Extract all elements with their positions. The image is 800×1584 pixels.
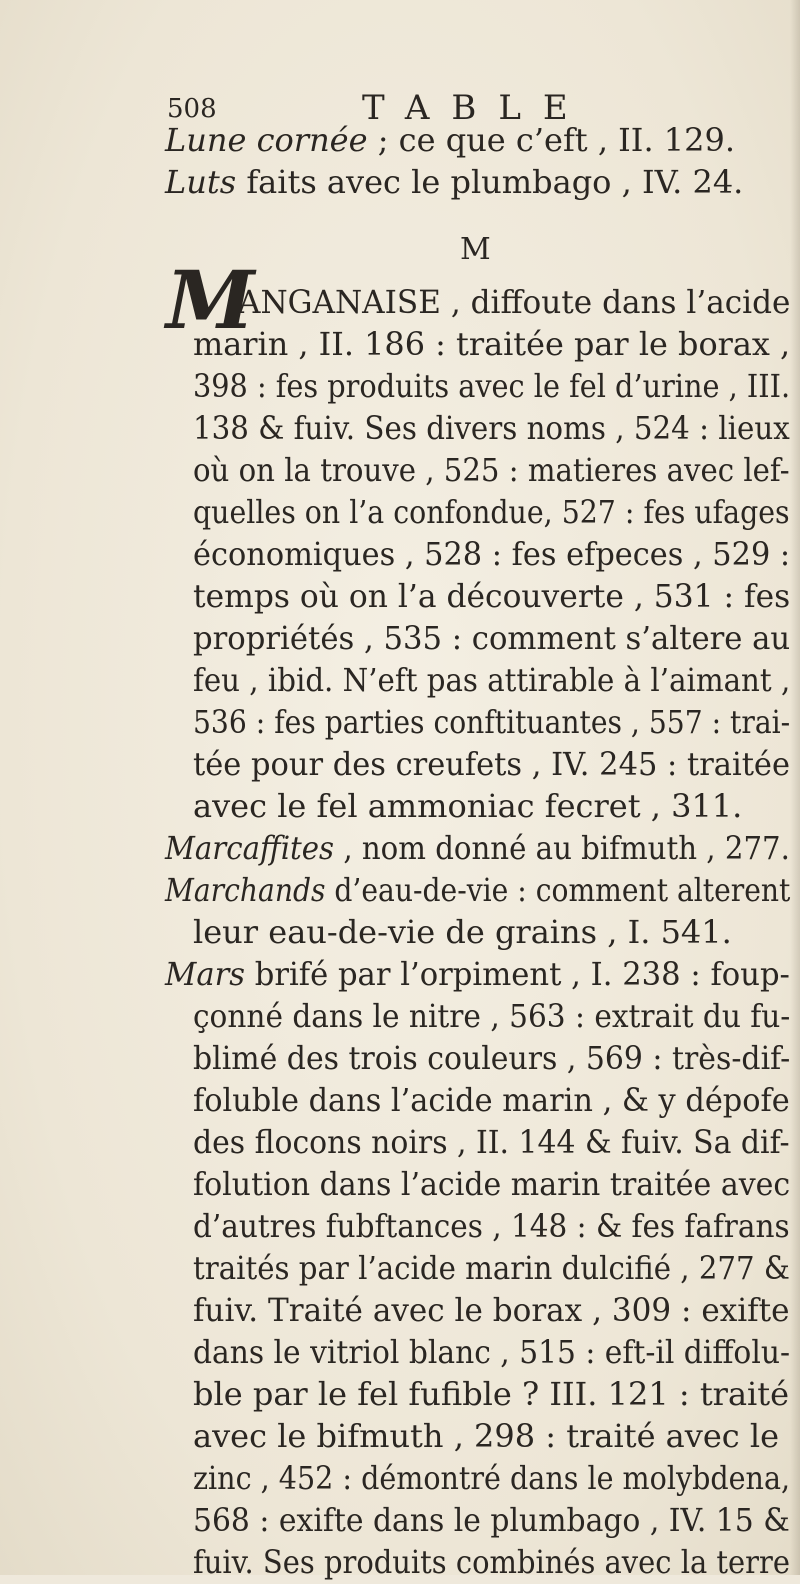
index-line bbox=[193, 1078, 790, 1122]
entry-text: zinc , 452 : démontré dans le molybdena, bbox=[193, 1459, 791, 1497]
entry-headword: Marcaffites bbox=[165, 829, 335, 867]
section-letter: M bbox=[460, 232, 491, 267]
index-line bbox=[238, 280, 790, 324]
index-line bbox=[193, 1540, 790, 1584]
entry-text: 568 : exifte dans le plumbago , IV. 15 & bbox=[193, 1501, 790, 1539]
index-line bbox=[193, 994, 790, 1038]
entry-text: ; ce que c’eft , II. 129. bbox=[367, 121, 736, 159]
index-line bbox=[193, 448, 790, 492]
entry-text: leur eau-de-vie de grains , I. 541. bbox=[193, 913, 732, 951]
index-line bbox=[165, 826, 790, 870]
index-line bbox=[193, 658, 790, 702]
index-line bbox=[193, 574, 790, 618]
entry-text: propriétés , 535 : comment s’altere au bbox=[193, 619, 791, 657]
page-number: 508 bbox=[167, 94, 217, 124]
index-line bbox=[165, 868, 790, 912]
entry-text: avec le fel ammoniac fecret , 311. bbox=[193, 787, 743, 825]
index-line bbox=[165, 952, 790, 996]
index-line bbox=[193, 364, 790, 408]
index-line bbox=[193, 1330, 790, 1374]
entry-text: où on la trouve , 525 : matieres avec lef- bbox=[193, 451, 790, 489]
index-line bbox=[193, 1162, 790, 1206]
entry-text: çonné dans le nitre , 563 : extrait du fu- bbox=[193, 997, 791, 1035]
index-line bbox=[193, 490, 790, 534]
entry-text: quelles on l’a confondue, 527 : fes ufages bbox=[193, 493, 790, 531]
running-title: TABLE bbox=[362, 88, 590, 128]
entry-text: d’autres fubftances , 148 : & fes fafrans bbox=[193, 1207, 790, 1245]
index-line bbox=[193, 910, 732, 954]
index-line bbox=[165, 118, 735, 162]
entry-text: , nom donné au bifmuth , 277. bbox=[334, 829, 790, 867]
index-line bbox=[193, 1036, 790, 1080]
entry-text: ble par le fel fufible ? III. 121 : traité bbox=[193, 1375, 790, 1413]
entry-text: ANGANAISE , diffoute dans l’acide bbox=[238, 283, 791, 321]
entry-text: traités par l’acide marin dulcifié , 277 & bbox=[193, 1249, 790, 1287]
entry-text: des flocons noirs , II. 144 & fuiv. Sa dif- bbox=[193, 1123, 790, 1161]
entry-text: dans le vitriol blanc , 515 : eft-il diffolu- bbox=[193, 1333, 790, 1371]
entry-text: fuiv. Traité avec le borax , 309 : exifte bbox=[193, 1291, 790, 1329]
entry-headword: Lune cornée bbox=[165, 121, 368, 159]
index-line bbox=[193, 784, 742, 828]
index-line bbox=[193, 616, 790, 660]
index-line bbox=[165, 160, 743, 204]
index-line bbox=[193, 1120, 790, 1164]
entry-text: avec le bifmuth , 298 : traité avec le bbox=[193, 1417, 780, 1455]
index-line bbox=[193, 322, 790, 366]
entry-text: folution dans l’acide marin traitée avec bbox=[193, 1165, 791, 1203]
entry-text: tée pour des creufets , IV. 245 : traitée bbox=[193, 745, 790, 783]
index-line bbox=[193, 1414, 779, 1458]
index-line bbox=[193, 742, 790, 786]
entry-headword: Mars bbox=[165, 955, 245, 993]
entry-text: blimé des trois couleurs , 569 : très-dif- bbox=[193, 1039, 791, 1077]
index-line bbox=[193, 1498, 790, 1542]
index-line bbox=[193, 1204, 790, 1248]
entry-text: économiques , 528 : fes efpeces , 529 : bbox=[193, 535, 791, 573]
index-line bbox=[193, 1372, 789, 1416]
index-line bbox=[193, 700, 790, 744]
entry-text: 138 & fuiv. Ses divers noms , 524 : lieux bbox=[193, 409, 790, 447]
entry-text: feu , ibid. N’eft pas attirable à l’aimant , bbox=[193, 661, 791, 699]
index-line bbox=[193, 1288, 790, 1332]
entry-text: brifé par l’orpiment , I. 238 : foup- bbox=[244, 955, 790, 993]
entry-text: fuiv. Ses produits combinés avec la terre bbox=[193, 1543, 790, 1581]
index-line bbox=[193, 406, 790, 450]
entry-text: temps où on l’a découverte , 531 : fes bbox=[193, 577, 791, 615]
entry-text: 398 : fes produits avec le fel d’urine , III. bbox=[193, 367, 791, 405]
entry-text: marin , II. 186 : traitée par le borax , bbox=[193, 325, 791, 363]
index-line bbox=[193, 1246, 790, 1290]
entry-headword: Luts bbox=[165, 163, 237, 201]
drop-cap: M bbox=[166, 253, 255, 347]
entry-headword: Marchands bbox=[165, 871, 326, 909]
entry-text: faits avec le plumbago , IV. 24. bbox=[236, 163, 744, 201]
entry-text: 536 : fes parties conftituantes , 557 : trai- bbox=[193, 703, 791, 741]
entry-text: d’eau-de-vie : comment alterent bbox=[325, 871, 791, 909]
index-line bbox=[193, 1456, 790, 1500]
index-line bbox=[193, 532, 790, 576]
entry-text: foluble dans l’acide marin , & y dépofe bbox=[193, 1081, 790, 1119]
